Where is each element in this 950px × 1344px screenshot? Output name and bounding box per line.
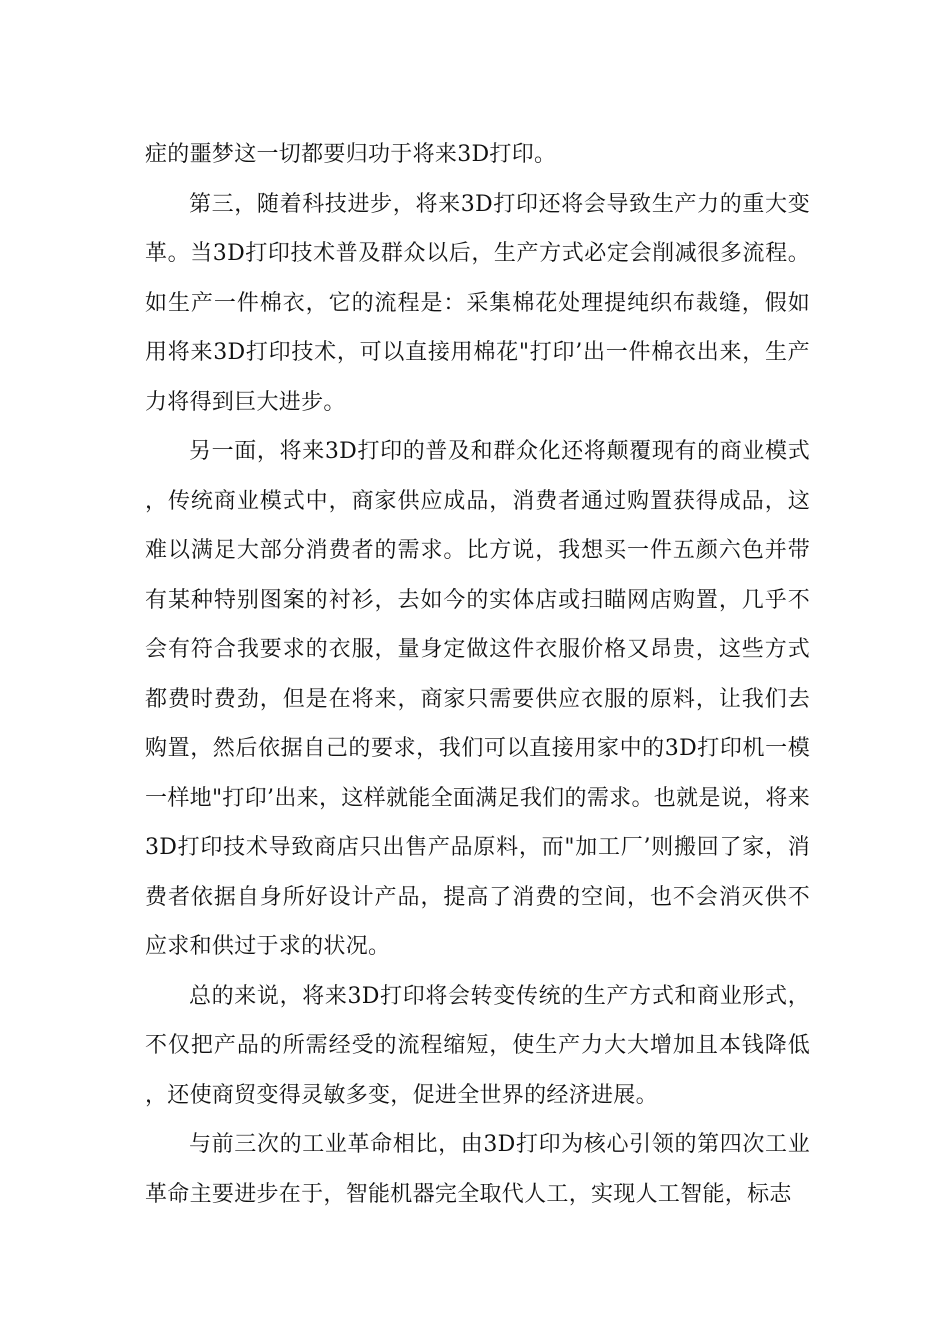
paragraph-business-model: 另一面，将来3D打印的普及和群众化还将颠覆现有的商业模式，传统商业模式中，商家供应成品，消费者通过购置获得成品，这难以满足大部分消费者的需求。比方说，我想买一件五颜六色并带有某种特别图案的衬衫，去如今的实体店或扫瞄网店购置，几乎不会有符合我要求的衣服，量身定做这件衣服价格又昂贵，这些方式都费时费劲，但是在将来，商家只需要供应衣服的原料，让我们去购置，然后依据自己的要求，我们可以直接用家中的3D打印机一模一样地"打印’出来，这样就能全面满足我们的需求。也就是说，将来3D打印技术导致商店只出售产品原料，而"加工厂’则搬回了家，消费者依据自身所好设计产品，提高了消费的空间，也不会消灭供不应求和供过于求的状况。 — [145, 439, 810, 959]
paragraph-industrial-revolution: 与前三次的工业革命相比，由3D打印为核心引领的第四次工业革命主要进步在于，智能机器完全取代人工，实现人工智能，标志 — [145, 1132, 810, 1207]
paragraph-continuation: 症的噩梦这一切都要归功于将来3D打印。 — [145, 142, 557, 167]
paragraph-summary: 总的来说，将来3D打印将会转变传统的生产方式和商业形式，不仅把产品的所需经受的流程缩短，使生产力大大增加且本钱降低，还使商贸变得灵敏多变，促进全世界的经济进展。 — [145, 983, 810, 1108]
body-text — [145, 130, 810, 1219]
paragraph-third-point: 第三，随着科技进步，将来3D打印还将会导致生产力的重大变革。当3D打印技术普及群众以后，生产方式必定会削减很多流程。如生产一件棉衣，它的流程是：采集棉花处理提纯织布裁缝，假如用将来3D打印技术，可以直接用棉花"打印’出一件棉衣出来，生产力将得到巨大进步。 — [145, 191, 810, 415]
